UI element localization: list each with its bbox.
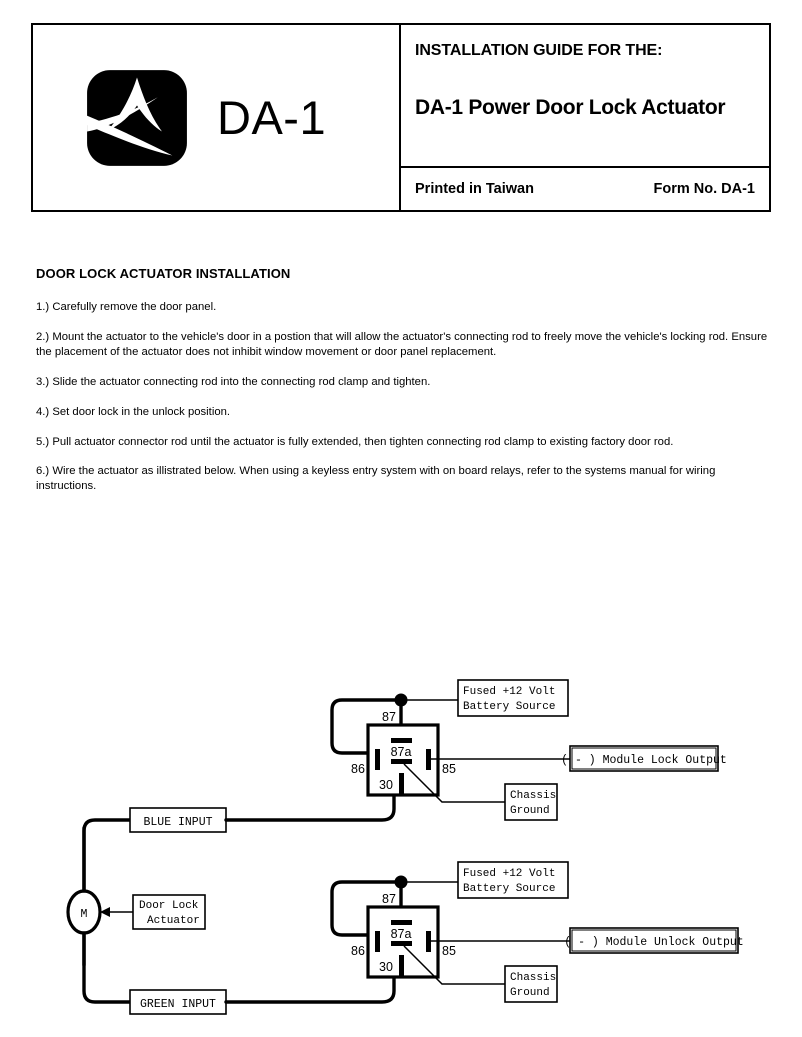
logo-wrap	[85, 66, 189, 170]
terminal-85	[426, 931, 431, 952]
motor-symbol-label: M	[80, 908, 88, 921]
terminal-85	[426, 749, 431, 770]
ground-line1: Chassis	[510, 972, 557, 984]
pin-30-label: 30	[379, 960, 393, 974]
module-output-label: ( - ) Module Unlock Output	[564, 936, 744, 949]
battery-line2: Battery Source	[463, 701, 556, 713]
pin-85-label: 85	[442, 944, 456, 958]
blue-input-label: BLUE INPUT	[143, 816, 213, 829]
pin-30-label: 30	[379, 778, 393, 792]
header-brand-cell	[33, 25, 401, 210]
terminal-87	[391, 920, 412, 925]
pin-87-label: 87	[382, 710, 396, 724]
wiring-diagram	[0, 655, 802, 1037]
terminal-87	[391, 738, 412, 743]
ground-line1: Chassis	[510, 790, 557, 802]
terminal-87a	[391, 941, 412, 946]
arch-logo-icon	[85, 66, 189, 170]
terminal-30	[399, 955, 404, 976]
document-header	[31, 23, 771, 212]
battery-line2: Battery Source	[463, 883, 556, 895]
pin-85-label: 85	[442, 762, 456, 776]
actuator-arrow-icon	[100, 907, 110, 917]
terminal-30	[399, 773, 404, 794]
instruction-step: 2.) Mount the actuator to the vehicle's door in a postion that will allow the actuator's connecting rod to freely move the vehicle's locking rod. Ensure the placement of the actuator does not inhibit window movement or door panel replacement.	[36, 330, 768, 358]
actuator-callout-line1: Door Lock	[139, 900, 199, 912]
green-input-label: GREEN INPUT	[140, 998, 216, 1011]
module-output-label: ( - ) Module Lock Output	[561, 754, 727, 767]
terminal-86	[375, 931, 380, 952]
pin-86-label: 86	[351, 944, 365, 958]
battery-line1: Fused +12 Volt	[463, 868, 556, 880]
lock-relay-group	[332, 680, 727, 820]
page-title: DA-1 Power Door Lock Actuator	[415, 96, 726, 119]
pin-86-label: 86	[351, 762, 365, 776]
instruction-step: 5.) Pull actuator connector rod until the actuator is fully extended, then tighten connecting rod clamp to existing factory door rod.	[36, 435, 674, 448]
instruction-step: 1.) Carefully remove the door panel.	[36, 301, 217, 313]
terminal-86	[375, 749, 380, 770]
pin-87-label: 87	[382, 892, 396, 906]
header-title-top	[401, 25, 769, 166]
header-title-cell	[401, 25, 769, 210]
instruction-step: 4.) Set door lock in the unlock position.	[36, 405, 231, 418]
header-footer-row	[401, 166, 769, 210]
terminal-87a	[391, 759, 412, 764]
pin-87a-label: 87a	[390, 745, 412, 759]
model-number: DA-1	[217, 91, 327, 144]
battery-line1: Fused +12 Volt	[463, 686, 556, 698]
actuator-callout-line2: Actuator	[147, 915, 200, 927]
instructions-section	[36, 266, 772, 506]
wiring-diagram-svg	[0, 655, 802, 1037]
instruction-step: 3.) Slide the actuator connecting rod into the connecting rod clamp and tighten.	[36, 375, 431, 388]
form-number-label: Form No. DA-1	[653, 181, 755, 197]
printed-in-label: Printed in Taiwan	[415, 181, 534, 197]
guide-for-label: INSTALLATION GUIDE FOR THE:	[415, 42, 663, 59]
section-title: DOOR LOCK ACTUATOR INSTALLATION	[36, 266, 291, 281]
instruction-step: 6.) Wire the actuator as illistrated below. When using a keyless entry system with on board relays, refer to the systems manual for wiring instructions.	[36, 465, 716, 493]
ground-line2: Ground	[510, 987, 550, 999]
pin-87a-label: 87a	[390, 927, 412, 941]
ground-line2: Ground	[510, 805, 550, 817]
